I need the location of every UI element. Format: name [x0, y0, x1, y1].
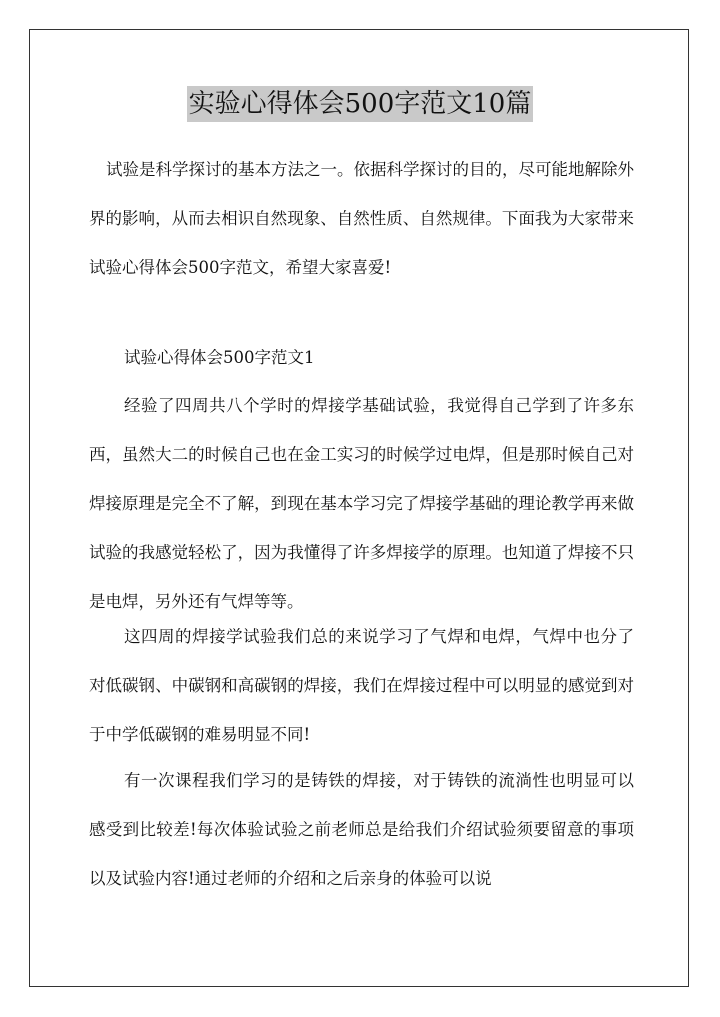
section-heading: 试验心得体会500字范文1	[124, 348, 315, 367]
body-paragraph-3: 有一次课程我们学习的是铸铁的焊接，对于铸铁的流淌性也明显可以感受到比较差!每次体验试验之前老师总是给我们介绍试验须要留意的事项以及试验内容!通过老师的介绍和之后亲身的体验可以说	[89, 771, 634, 888]
title-container	[0, 86, 720, 122]
body-paragraph-1: 经验了四周共八个学时的焊接学基础试验，我觉得自己学到了许多东西，虽然大二的时候自己也在金工实习的时候学过电焊，但是那时候自己对焊接原理是完全不了解，到现在基本学习完了焊接学基础的理论教学再来做试验的我感觉轻松了，因为我懂得了许多焊接学的原理。也知道了焊接不只是电焊，另外还有气焊等等。	[89, 396, 634, 611]
body-paragraph-2: 这四周的焊接学试验我们总的来说学习了气焊和电焊，气焊中也分了对低碳钢、中碳钢和高碳钢的焊接，我们在焊接过程中可以明显的感觉到对于中学低碳钢的难易明显不同!	[89, 627, 634, 744]
intro-paragraph: 试验是科学探讨的基本方法之一。依据科学探讨的目的，尽可能地解除外界的影响，从而去相识自然现象、自然性质、自然规律。下面我为大家带来试验心得体会500字范文，希望大家喜爱!	[89, 160, 634, 277]
document-title: 实验心得体会500字范文10篇	[187, 86, 534, 122]
